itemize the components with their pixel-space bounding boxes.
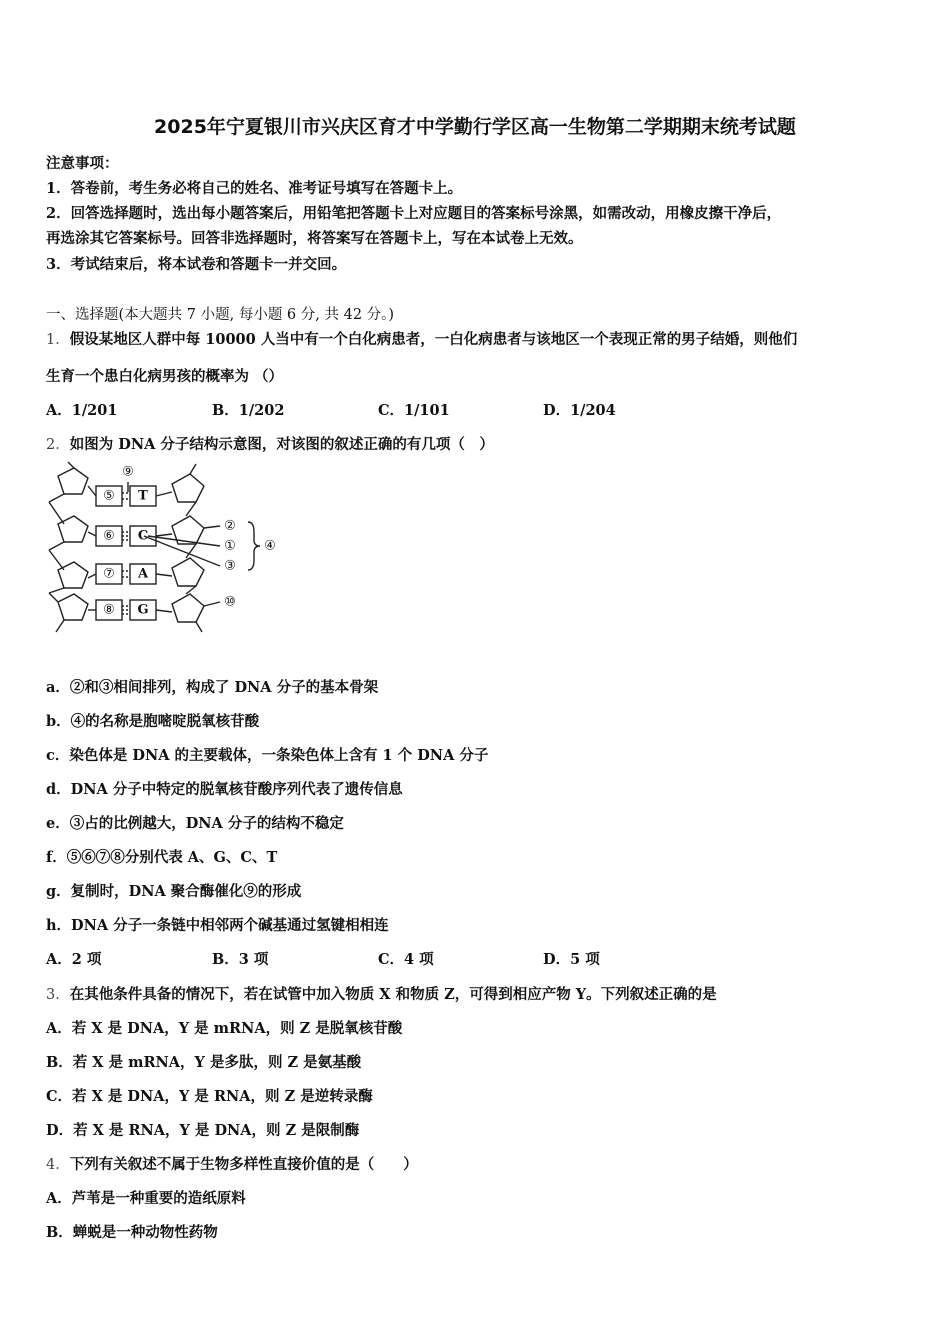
option-c: C．若 X 是 DNA，Y 是 RNA，则 Z 是逆转录酶 <box>46 1088 373 1105</box>
statement-d: d．DNA 分子中特定的脱氧核苷酸序列代表了遗传信息 <box>46 781 403 798</box>
notice-item: 再选涂其它答案标号。回答非选择题时，将答案写在答题卡上，写在本试卷上无效。 <box>46 230 583 247</box>
circled-label: ① <box>224 538 236 554</box>
statement-f: f．⑤⑥⑦⑧分别代表 A、G、C、T <box>46 849 278 866</box>
section-heading: 一、选择题(本大题共 7 小题, 每小题 6 分, 共 42 分。) <box>46 307 395 323</box>
option-d: D．1/204 <box>543 402 616 419</box>
question-number: 3． <box>46 987 70 1003</box>
deoxyribose-pentagon <box>58 468 88 494</box>
question-number: 4． <box>46 1157 70 1173</box>
deoxyribose-pentagon <box>58 516 88 542</box>
option-b: B．3 项 <box>212 951 269 968</box>
brace <box>248 522 260 570</box>
option-d: D．若 X 是 RNA，Y 是 DNA，则 Z 是限制酶 <box>46 1122 360 1139</box>
statement-b: b．④的名称是胞嘧啶脱氧核苷酸 <box>46 713 260 730</box>
question-number: 1． <box>46 332 70 348</box>
question-text: 下列有关叙述不属于生物多样性直接价值的是（ ） <box>69 1156 418 1173</box>
option-b: B．1/202 <box>212 402 285 419</box>
circled-label: ② <box>224 518 236 534</box>
option-a: A．芦苇是一种重要的造纸原料 <box>46 1190 246 1207</box>
option-a: A．1/201 <box>46 402 118 419</box>
deoxyribose-pentagon <box>172 474 204 502</box>
circled-label: ③ <box>224 558 236 574</box>
question-4-line <box>46 1153 418 1174</box>
base-letter: G <box>137 602 149 618</box>
dna-structure-diagram <box>44 460 279 640</box>
base-letter: C <box>137 528 149 544</box>
circled-label: ⑥ <box>103 528 115 544</box>
option-c: C．4 项 <box>378 951 434 968</box>
circled-label: ⑧ <box>103 602 115 618</box>
question-text: 假设某地区人群中每 10000 人当中有一个白化病患者，一白化病患者与该地区一个表现正常的男子结婚，则他们 <box>69 331 798 348</box>
statement-h: h．DNA 分子一条链中相邻两个碱基通过氢键相相连 <box>46 917 389 934</box>
question-text: 在其他条件具备的情况下，若在试管中加入物质 X 和物质 Z，可得到相应产物 Y。下列叙述正确的是 <box>69 986 717 1003</box>
notice-item: 2．回答选择题时，选出每小题答案后，用铅笔把答题卡上对应题目的答案标号涂黑，如需改动，用橡皮擦干净后， <box>46 205 782 222</box>
circled-label: ⑨ <box>122 464 134 480</box>
question-text: 如图为 DNA 分子结构示意图，对该图的叙述正确的有几项（ ） <box>69 436 494 453</box>
option-d: D．5 项 <box>543 951 600 968</box>
question-1-line-1 <box>46 328 797 349</box>
option-b: B．若 X 是 mRNA，Y 是多肽，则 Z 是氨基酸 <box>46 1054 362 1071</box>
deoxyribose-pentagon <box>58 562 88 588</box>
statement-g: g．复制时，DNA 聚合酶催化⑨的形成 <box>46 883 302 900</box>
question-1-line-2: 生育一个患白化病男孩的概率为 （） <box>46 368 284 385</box>
option-b: B．蝉蜕是一种动物性药物 <box>46 1224 218 1241</box>
statement-e: e．③占的比例越大，DNA 分子的结构不稳定 <box>46 815 344 832</box>
circled-label: ⑩ <box>224 594 236 610</box>
statement-c: c．染色体是 DNA 的主要载体，一条染色体上含有 1 个 DNA 分子 <box>46 747 489 764</box>
question-number: 2． <box>46 437 70 453</box>
option-a: A．若 X 是 DNA，Y 是 mRNA，则 Z 是脱氧核苷酸 <box>46 1020 403 1037</box>
base-letter: T <box>138 488 148 504</box>
notice-heading: 注意事项： <box>46 155 119 172</box>
deoxyribose-pentagon <box>172 594 204 622</box>
question-3-line <box>46 983 717 1004</box>
page-title: 2025年宁夏银川市兴庆区育才中学勤行学区高一生物第二学期期末统考试题 <box>154 116 796 138</box>
circled-label: ⑦ <box>103 566 115 582</box>
question-2-line <box>46 433 494 454</box>
statement-a: a．②和③相间排列，构成了 DNA 分子的基本骨架 <box>46 679 379 696</box>
base-letter: A <box>137 566 149 582</box>
deoxyribose-pentagon <box>172 558 204 586</box>
option-c: C．1/101 <box>378 402 450 419</box>
notice-item: 1．答卷前，考生务必将自己的姓名、准考证号填写在答题卡上。 <box>46 180 463 197</box>
notice-item: 3．考试结束后，将本试卷和答题卡一并交回。 <box>46 256 347 273</box>
circled-label: ⑤ <box>103 488 115 504</box>
circled-label: ④ <box>264 538 276 554</box>
option-a: A．2 项 <box>46 951 102 968</box>
deoxyribose-pentagon <box>58 594 88 620</box>
